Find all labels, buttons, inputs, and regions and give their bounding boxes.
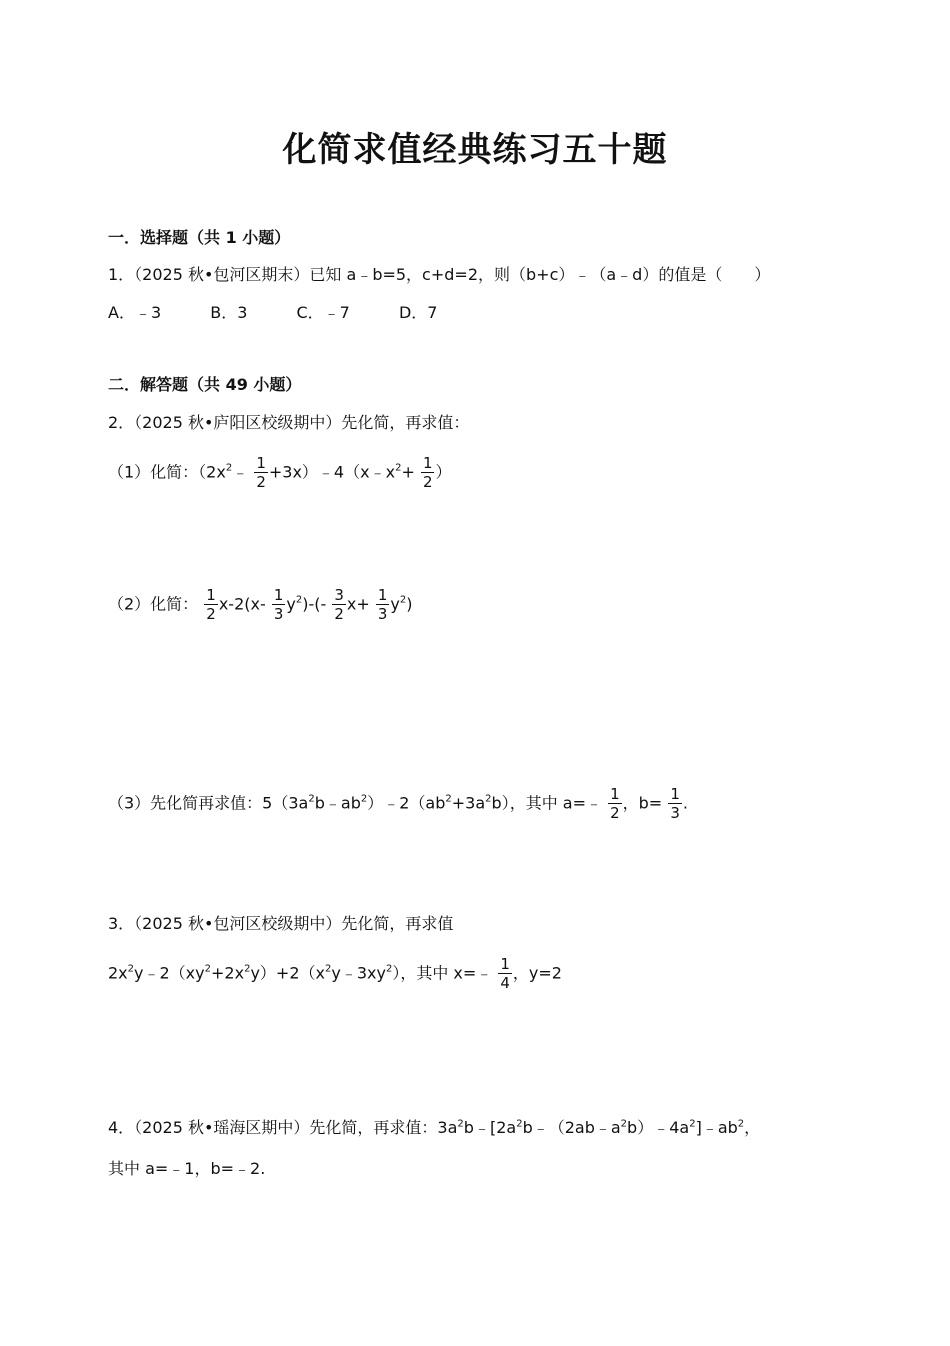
fraction: $\frac{1}{2}$ (610, 785, 620, 822)
question-3-text: 3．（2025 秋•包河区校级期中）先化简，再求值 (108, 914, 454, 933)
question-2-part-3: （3）先化简再求值：$5(3a^2b﹣ab^2)﹣2(ab^2+3a^2b)$，其中 a=﹣ $\frac{1}{2}$ ，b= $\frac{1}{3}$ . (108, 785, 688, 822)
section-heading-answer: 二．解答题（共 49 小题） (108, 375, 302, 394)
page-title: 化简求值经典练习五十题 (282, 130, 668, 170)
question-2-text: 2．（2025 秋•庐阳区校级期中）先化简，再求值： (108, 413, 470, 432)
option-b: B．3 (210, 303, 248, 322)
question-2-part-1: （1）化简：（$2x^2﹣$ $\frac{1}{2}$ $+3x)﹣4(x﹣x^2+$ $\frac{1}{2}$ ） (108, 454, 452, 491)
question-4-line-2: 其中 a=﹣1，b=﹣2. (108, 1159, 266, 1178)
fraction: $\frac{1}{2}$ (206, 586, 216, 623)
question-4-text: 4．（2025 秋•瑶海区期中）先化简，再求值：$3a^2b﹣[2a^2b﹣(2ab﹣a^2b)﹣4a^2]﹣ab^2$， (108, 1118, 761, 1137)
option-d: D．7 (398, 303, 438, 322)
fraction: $\frac{1}{3}$ (670, 785, 680, 822)
option-c: C．﹣7 (296, 303, 350, 322)
section-heading-choice: 一．选择题（共 1 小题） (108, 228, 291, 247)
question-1-options (108, 303, 481, 323)
fraction: $\frac{1}{3}$ (273, 586, 284, 623)
question-2-part-2: （2）化简： $\frac{1}{2}$ x-2(x- $\frac{1}{3}$ $y^2)-(-$ $\frac{3}{2}$ x+ $\frac{1}{3}$ $y^2$) (108, 586, 413, 623)
question-3-expression: $2x^2y﹣2(xy^2+2x^2y)+2(x^2y﹣3xy^2)$，其中 x=﹣ $\frac{1}{4}$ ，y=2 (108, 955, 562, 992)
fraction: $\frac{1}{3}$ (377, 586, 388, 623)
option-a: A．﹣3 (108, 303, 162, 322)
question-1-text: 1．（2025 秋•包河区期末）已知 a﹣b=5，c+d=2，则（b+c）﹣（a﹣d）的值是（ ） (108, 265, 771, 284)
fraction: $\frac{1}{2}$ (422, 454, 433, 491)
fraction: $\frac{3}{2}$ (334, 586, 344, 623)
fraction: $\frac{1}{4}$ (500, 955, 510, 992)
fraction: $\frac{1}{2}$ (256, 454, 266, 491)
